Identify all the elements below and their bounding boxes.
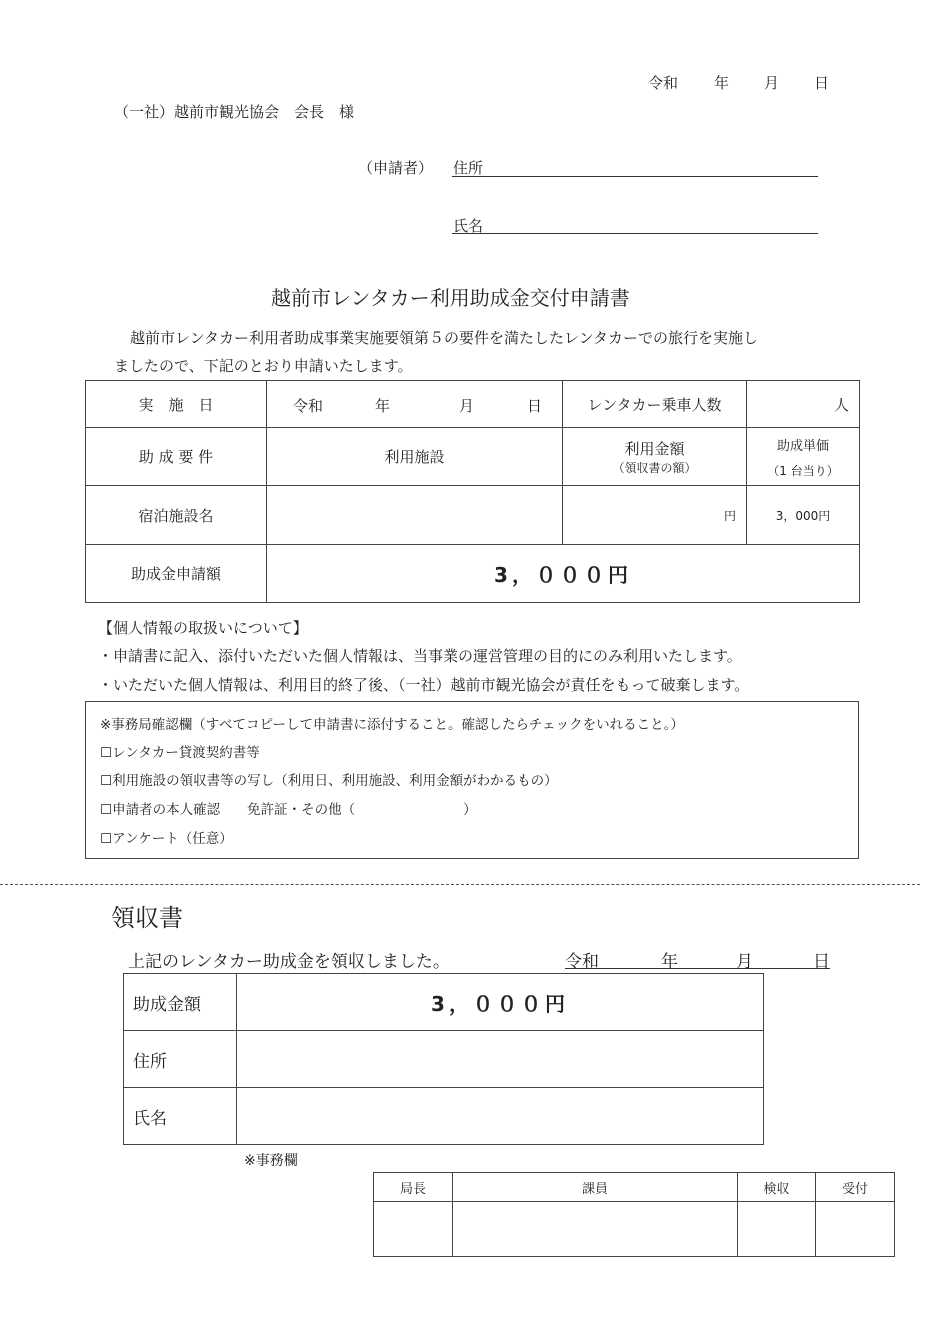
office-cell-director[interactable] [374, 1202, 453, 1257]
passengers-field[interactable] [747, 381, 860, 428]
amount-note: （領収書の額） [612, 460, 697, 475]
application-table [85, 380, 860, 603]
unit-price-value: 3，000円 [747, 486, 860, 545]
applicant-address-label: 住所 [453, 159, 484, 177]
header-date-month: 月 [764, 74, 780, 92]
applicant-address-line[interactable] [452, 176, 818, 177]
cut-line [0, 884, 920, 885]
checklist-item-label: アンケート（任意） [112, 831, 233, 847]
applicant-label: （申請者） [358, 159, 434, 177]
passengers-label: レンタカー乗車人数 [563, 381, 747, 428]
unit-price-note: （1 台当り） [767, 463, 839, 478]
receipt-statement: 上記のレンタカー助成金を領収しました。 [128, 952, 450, 972]
request-label: 助成金申請額 [86, 545, 267, 603]
office-header-reception: 受付 [816, 1173, 895, 1202]
receipt-amount-value: 3，０００円 [237, 974, 764, 1031]
checklist-item[interactable] [100, 798, 477, 818]
receipt-name-label: 氏名 [124, 1088, 237, 1145]
checklist-box [85, 701, 859, 859]
form-title: 越前市レンタカー利用助成金交付申請書 [271, 286, 630, 310]
amount-yen-unit: 円 [723, 509, 736, 523]
intro-line-2: ましたので、下記のとおり申請いたします。 [114, 357, 413, 375]
receipt-date-day: 日 [813, 952, 830, 972]
receipt-address-label: 住所 [124, 1031, 237, 1088]
receipt-title: 領収書 [111, 904, 183, 932]
checklist-item[interactable] [100, 827, 233, 847]
receipt-date-underline [565, 968, 830, 969]
checkbox-icon[interactable]: ☐ [100, 745, 113, 761]
date-era: 令和 [293, 397, 324, 415]
passengers-unit: 人 [833, 395, 849, 414]
date-field[interactable] [267, 381, 563, 428]
intro-line-1: 越前市レンタカー利用者助成事業実施要領第５の要件を満たしたレンタカーでの旅行を実施し [130, 329, 759, 347]
date-month: 月 [459, 397, 475, 415]
checklist-item-label: 申請者の本人確認 免許証・その他（ ） [112, 802, 477, 818]
date-label: 実 施 日 [86, 381, 267, 428]
checklist-item[interactable] [100, 769, 558, 789]
unit-price-header [747, 428, 860, 486]
privacy-line-2: ・いただいた個人情報は、利用目的終了後、（一社）越前市観光協会が責任をもって破棄します。 [98, 676, 750, 694]
date-year: 年 [375, 397, 391, 415]
checkbox-icon[interactable]: ☐ [100, 802, 113, 818]
requirement-label: 助 成 要 件 [86, 428, 267, 486]
receipt-date-month: 月 [736, 952, 753, 972]
receipt-name-field[interactable] [237, 1088, 764, 1145]
checklist-item[interactable] [100, 741, 260, 761]
office-header-director: 局長 [374, 1173, 453, 1202]
checkbox-icon[interactable]: ☐ [100, 831, 113, 847]
date-day: 日 [527, 397, 543, 415]
office-header-staff: 課員 [453, 1173, 738, 1202]
privacy-heading: 【個人情報の取扱いについて】 [98, 619, 308, 637]
unit-price-label: 助成単価 [776, 438, 829, 454]
office-table [373, 1172, 895, 1257]
applicant-name-line[interactable] [452, 233, 818, 234]
receipt-address-field[interactable] [237, 1031, 764, 1088]
lodging-label: 宿泊施設名 [86, 486, 267, 545]
office-note: ※事務欄 [244, 1153, 298, 1169]
facility-label: 利用施設 [267, 428, 563, 486]
receipt-amount-label: 助成金額 [124, 974, 237, 1031]
applicant-name-label: 氏名 [453, 217, 484, 235]
office-cell-staff[interactable] [453, 1202, 738, 1257]
amount-header [563, 428, 747, 486]
office-header-inspection: 検収 [738, 1173, 816, 1202]
header-date-year: 年 [714, 74, 730, 92]
request-amount: 3，０００円 [267, 545, 860, 603]
amount-field[interactable] [563, 486, 747, 545]
checklist-item-label: 利用施設の領収書等の写し（利用日、利用施設、利用金額がわかるもの） [112, 773, 558, 789]
header-date-day: 日 [814, 74, 830, 92]
checklist-heading: ※事務局確認欄（すべてコピーして申請書に添付すること。確認したらチェックをいれること。） [100, 717, 684, 733]
receipt-date-era: 令和 [565, 952, 599, 972]
checklist-item-label: レンタカー貸渡契約書等 [112, 745, 260, 761]
lodging-field[interactable] [267, 486, 563, 545]
checkbox-icon[interactable]: ☐ [100, 773, 113, 789]
receipt-date-year: 年 [661, 952, 678, 972]
amount-label: 利用金額 [624, 439, 685, 458]
privacy-line-1: ・申請書に記入、添付いただいた個人情報は、当事業の運営管理の目的にのみ利用いたします。 [98, 647, 742, 665]
header-date-era: 令和 [648, 74, 679, 92]
office-cell-reception[interactable] [816, 1202, 895, 1257]
receipt-table [123, 973, 764, 1145]
addressee: （一社）越前市観光協会 会長 様 [114, 103, 355, 121]
office-cell-inspection[interactable] [738, 1202, 816, 1257]
